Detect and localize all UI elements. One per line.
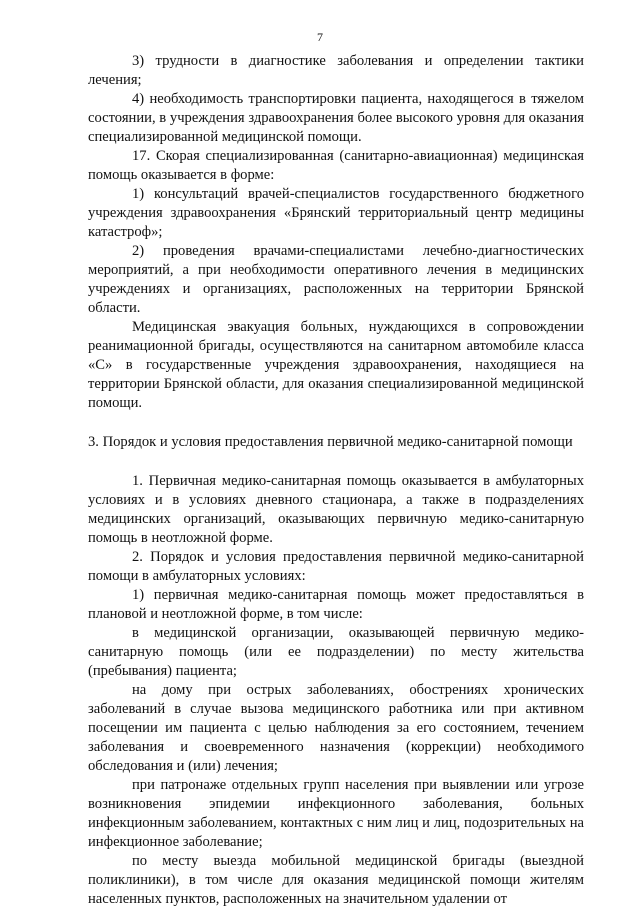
paragraph-patronage: при патронаже отдельных групп населения при выявлении или угрозе возникновения эпидемии инфекционного заболевания, больных инфекционным заболеванием, контактных с ним лиц и лиц, подозрительных на инфекционное заболевание; [88, 777, 584, 850]
paragraph-home-visit: на дому при острых заболеваниях, обострениях хронических заболеваний в случае вызова медицинского работника или при активном посещении им пациента с целью наблюдения за его состоянием, течением заболевания и своевременного назначения (коррекции) необходимого обследования и (или) лечения; [88, 682, 584, 774]
paragraph-transport: 4) необходимость транспортировки пациента, находящегося в тяжелом состоянии, в учреждения здравоохранения более высокого уровня для оказания специализированной медицинской помощи. [88, 91, 584, 145]
section-heading: 3. Порядок и условия предоставления первичной медико-санитарной помощи [88, 434, 573, 450]
paragraph-planned-urgent: 1) первичная медико-санитарная помощь может предоставляться в плановой и неотложной форме, в том числе: [88, 587, 584, 622]
paragraph-diagnostics: 3) трудности в диагностике заболевания и определении тактики лечения; [88, 53, 584, 88]
paragraph-1-primary-care: 1. Первичная медико-санитарная помощь оказывается в амбулаторных условиях и в условиях дневного стационара, а также в подразделениях медицинских организаций, оказывающих первичную медико-санитарную помощь в неотложной форме. [88, 473, 584, 546]
document-body [88, 52, 584, 909]
paragraph-procedures: 2) проведения врачами-специалистами лечебно-диагностических мероприятий, а при необходимости оперативного лечения в медицинских учреждениях и организациях, расположенных на территории Брянской области. [88, 243, 584, 316]
paragraph-17-sanitary-aviation: 17. Скорая специализированная (санитарно-авиационная) медицинская помощь оказывается в форме: [88, 148, 584, 183]
paragraph-2-outpatient-order: 2. Порядок и условия предоставления первичной медико-санитарной помощи в амбулаторных условиях: [88, 549, 584, 584]
paragraph-mobile-team: по месту выезда мобильной медицинской бригады (выездной поликлиники), в том числе для оказания медицинской помощи жителям населенных пунктов, расположенных на значительном удалении от [88, 853, 584, 907]
paragraph-medical-evacuation: Медицинская эвакуация больных, нуждающихся в сопровождении реанимационной бригады, осуществляются на санитарном автомобиле класса «С» в государственные учреждения здравоохранения, находящиеся на территории Брянской области, для оказания специализированной медицинской помощи. [88, 319, 584, 411]
page-number: 7 [317, 30, 323, 44]
paragraph-residence: в медицинской организации, оказывающей первичную медико-санитарную помощь (или ее подразделении) по месту жительства (пребывания) пациента; [88, 625, 584, 679]
paragraph-consultations: 1) консультаций врачей-специалистов государственного бюджетного учреждения здравоохранения «Брянский территориальный центр медицины катастроф»; [88, 186, 584, 240]
